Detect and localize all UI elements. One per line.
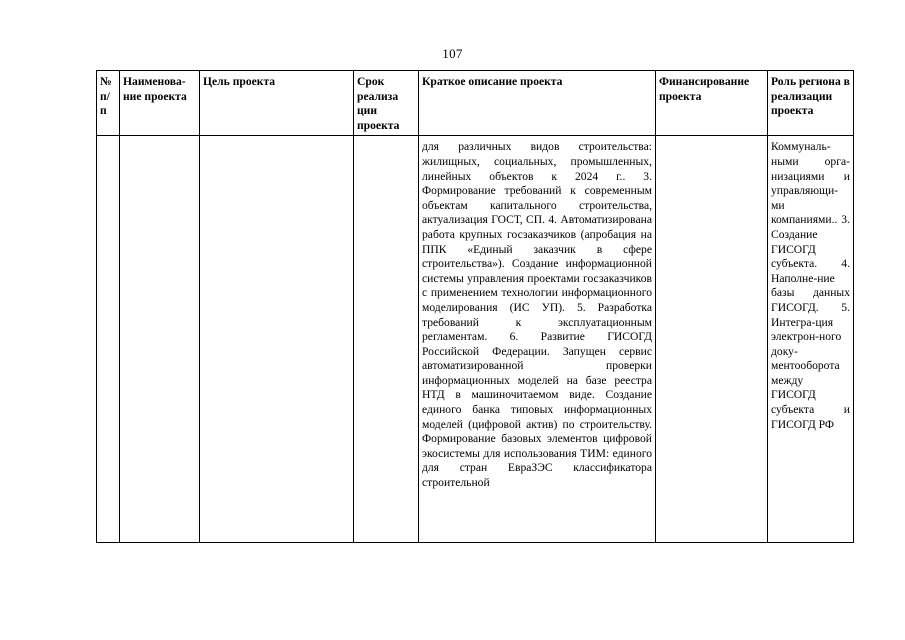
page-number: 107 — [442, 46, 463, 61]
header-row — [97, 71, 854, 136]
header-goal: Цель проекта — [200, 71, 354, 136]
project-table — [96, 70, 854, 543]
header-num: № п/п — [97, 71, 120, 136]
cell-goal — [200, 136, 354, 543]
cell-term — [354, 136, 419, 543]
table-row — [97, 136, 854, 543]
header-description: Краткое описание проекта — [419, 71, 656, 136]
cell-region-role: Коммуналь-ными орга-низациями и управляющи-ми компаниями.. 3. Создание ГИСОГД субъекта. 4. Наполне-ние базы данных ГИСОГД. 5. Интегра-ция электрон-ного доку-ментооборота между ГИСОГД субъекта и ГИСОГД РФ — [768, 136, 854, 543]
cell-num — [97, 136, 120, 543]
cell-financing — [656, 136, 768, 543]
cell-description: для различных видов строительства: жилищных, социальных, промышленных, линейных объектов к 2024 г.. 3. Формирование требований к современным объектам капитального строительства, актуализация ГОСТ, СП. 4. Автоматизирована работа крупных госзаказчиков (апробация на ППК «Единый заказчик в сфере строительства»). Создание информационной системы управления проектами госзаказчиков с применением технологии информационного моделирования (ИС УП). 5. Разработка требований к эксплуатационным регламентам. 6. Развитие ГИСОГД Российской Федерации. Запущен сервис автоматизированной проверки информационных моделей на базе реестра НТД в машиночитаемом виде. Создание единого банка типовых информационных моделей (цифровой актив) по строительству. Формирование базовых элементов цифровой экосистемы для использования ТИМ: единого для стран ЕвраЗЭС классификатора строительной — [419, 136, 656, 543]
header-region-role: Роль региона в реализации проекта — [768, 71, 854, 136]
header-name: Наименова-ние проекта — [120, 71, 200, 136]
header-financing: Финансирование проекта — [656, 71, 768, 136]
cell-name — [120, 136, 200, 543]
header-term: Срок реализа ции проекта — [354, 71, 419, 136]
